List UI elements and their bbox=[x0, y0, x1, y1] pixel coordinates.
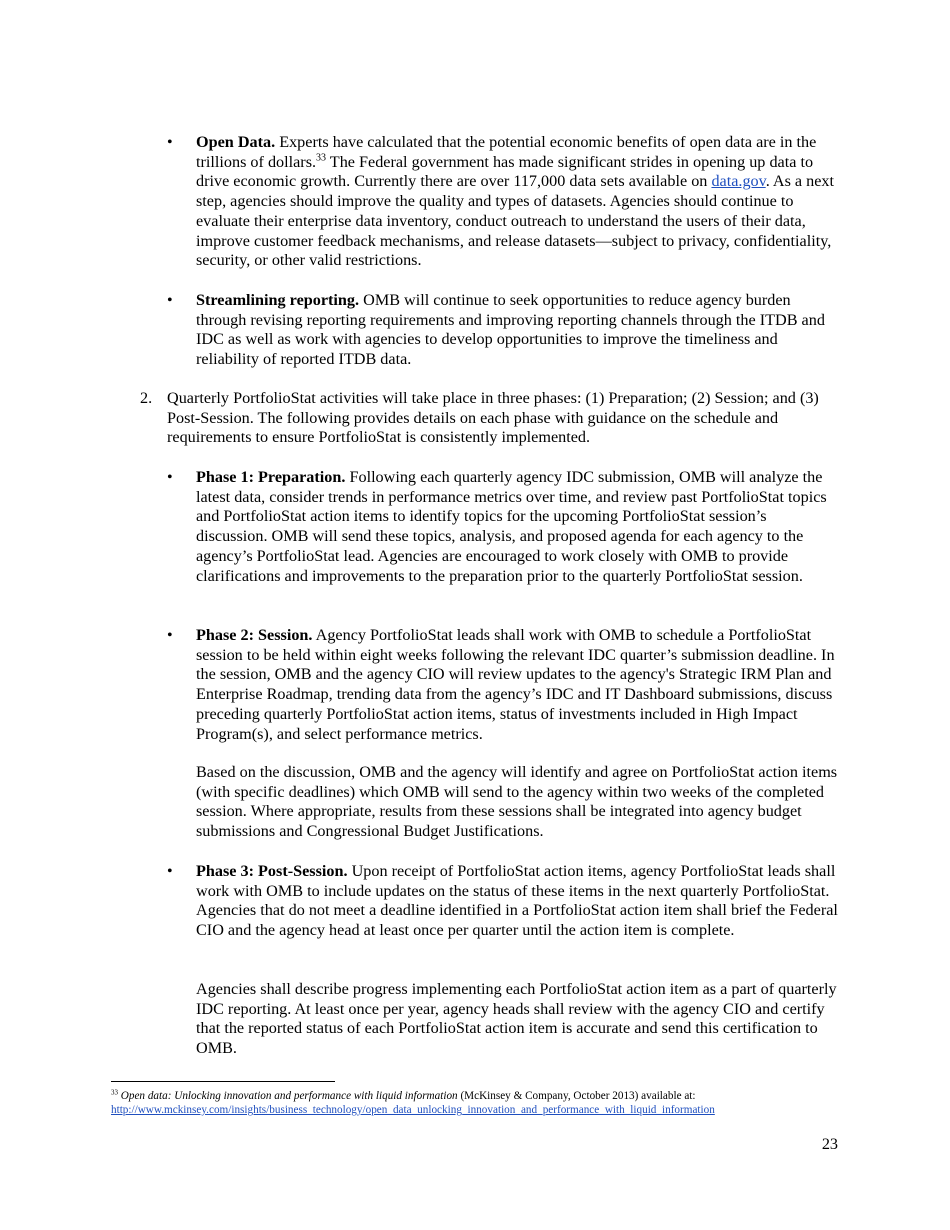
phase-1-paragraph bbox=[196, 468, 842, 586]
list-number: 2. bbox=[140, 389, 153, 407]
data-gov-link[interactable]: data.gov bbox=[711, 172, 766, 191]
phase-3-paragraph bbox=[196, 862, 842, 941]
phase-3-heading: Phase 3: Post-Session. bbox=[196, 862, 348, 880]
phase-2-text: Agency PortfolioStat leads shall work with OMB to schedule a PortfolioStat session to be held within eight weeks following the relevant IDC quarter’s submission deadline. In the session, OMB and the agency CIO will review updates to the agency's Strategic IRM Plan and Enterprise Roadmap, trending data from the agency’s IDC and IT Dashboard submissions, discuss preceding quarterly PortfolioStat action items, status of investments included in High Impact Program(s), and select performance metrics. bbox=[196, 626, 835, 743]
footnote-ref[interactable]: 33 bbox=[316, 152, 327, 164]
footnote-separator bbox=[111, 1081, 335, 1082]
bullet-marker: • bbox=[167, 469, 173, 486]
bullet-marker: • bbox=[167, 627, 173, 644]
page-number: 23 bbox=[821, 1135, 838, 1153]
streamlining-paragraph bbox=[196, 291, 842, 370]
bullet-marker: • bbox=[167, 863, 173, 880]
phase-1-text: Following each quarterly agency IDC submission, OMB will analyze the latest data, consider trends in performance metrics over time, and review past PortfolioStat topics and PortfolioStat action items to identify topics for the upcoming PortfolioStat session’s discussion. OMB will send these topics, analysis, and proposed agenda for each agency to the agency’s PortfolioStat lead. Agencies are encouraged to work closely with OMB to provide clarifications and improvements to the preparation prior to the quarterly PortfolioStat session. bbox=[196, 468, 827, 585]
streamlining-text: OMB will continue to seek opportunities to reduce agency burden through revising reporting requirements and improving reporting channels through the ITDB and IDC as well as work with agencies to develop opportunities to improve the timeliness and reliability of reported ITDB data. bbox=[196, 291, 825, 369]
bullet-marker: • bbox=[167, 134, 173, 151]
footnote bbox=[111, 1089, 841, 1117]
phase-2-heading: Phase 2: Session. bbox=[196, 626, 313, 644]
footnote-title: Open data: Unlocking innovation and performance with liquid information bbox=[120, 1090, 458, 1102]
open-data-text-a: Experts have calculated that the potential economic benefits of open data are in the trillions of dollars. bbox=[196, 133, 817, 171]
footnote-url-link[interactable]: http://www.mckinsey.com/insights/business_technology/open_data_unlocking_innovation_and_performance_with_liquid_information bbox=[111, 1104, 715, 1116]
bullet-marker: • bbox=[167, 292, 173, 309]
phases-intro-paragraph: Quarterly PortfolioStat activities will take place in three phases: (1) Preparation; (2) Session; and (3) Post-Session. The following provides details on each phase with guidance on the schedule and requirements to ensure PortfolioStat is consistently implemented. bbox=[167, 389, 819, 447]
streamlining-heading: Streamlining reporting. bbox=[196, 291, 360, 309]
phase-3-followup-paragraph: Agencies shall describe progress implementing each PortfolioStat action item as a part of quarterly IDC reporting. At least once per year, agency heads shall review with the agency CIO and certify that the reported status of each PortfolioStat action item is accurate and send this certification to OMB. bbox=[196, 980, 837, 1058]
phase-2-paragraph bbox=[196, 626, 842, 744]
phase-2-followup-paragraph: Based on the discussion, OMB and the agency will identify and agree on PortfolioStat action items (with specific deadlines) which OMB will send to the agency within two weeks of the completed session. Where appropriate, results from these sessions shall be integrated into agency budget submissions and Congressional Budget Justifications. bbox=[196, 763, 838, 841]
phase-1-heading: Phase 1: Preparation. bbox=[196, 468, 346, 486]
open-data-paragraph bbox=[196, 133, 842, 271]
open-data-heading: Open Data. bbox=[196, 133, 276, 151]
footnote-number: 33 bbox=[111, 1088, 118, 1097]
open-data-text-c: . As a next step, agencies should improve the quality and types of datasets. Agencies should continue to evaluate their enterprise data inventory, conduct outreach to understand the users of their data, improve customer feedback mechanisms, and release datasets—subject to privacy, confidentiality, security, or other valid restrictions. bbox=[196, 172, 835, 270]
open-data-text-b: The Federal government has made significant strides in opening up data to drive economic growth. Currently there are over 117,000 data sets available on bbox=[196, 152, 814, 191]
footnote-text: (McKinsey & Company, October 2013) available at: bbox=[457, 1090, 696, 1102]
phase-3-text: Upon receipt of PortfolioStat action items, agency PortfolioStat leads shall work with OMB to include updates on the status of these items in the next quarterly PortfolioStat. Agencies that do not meet a deadline identified in a PortfolioStat action item shall brief the Federal CIO and the agency head at least once per quarter until the action item is complete. bbox=[196, 862, 838, 940]
